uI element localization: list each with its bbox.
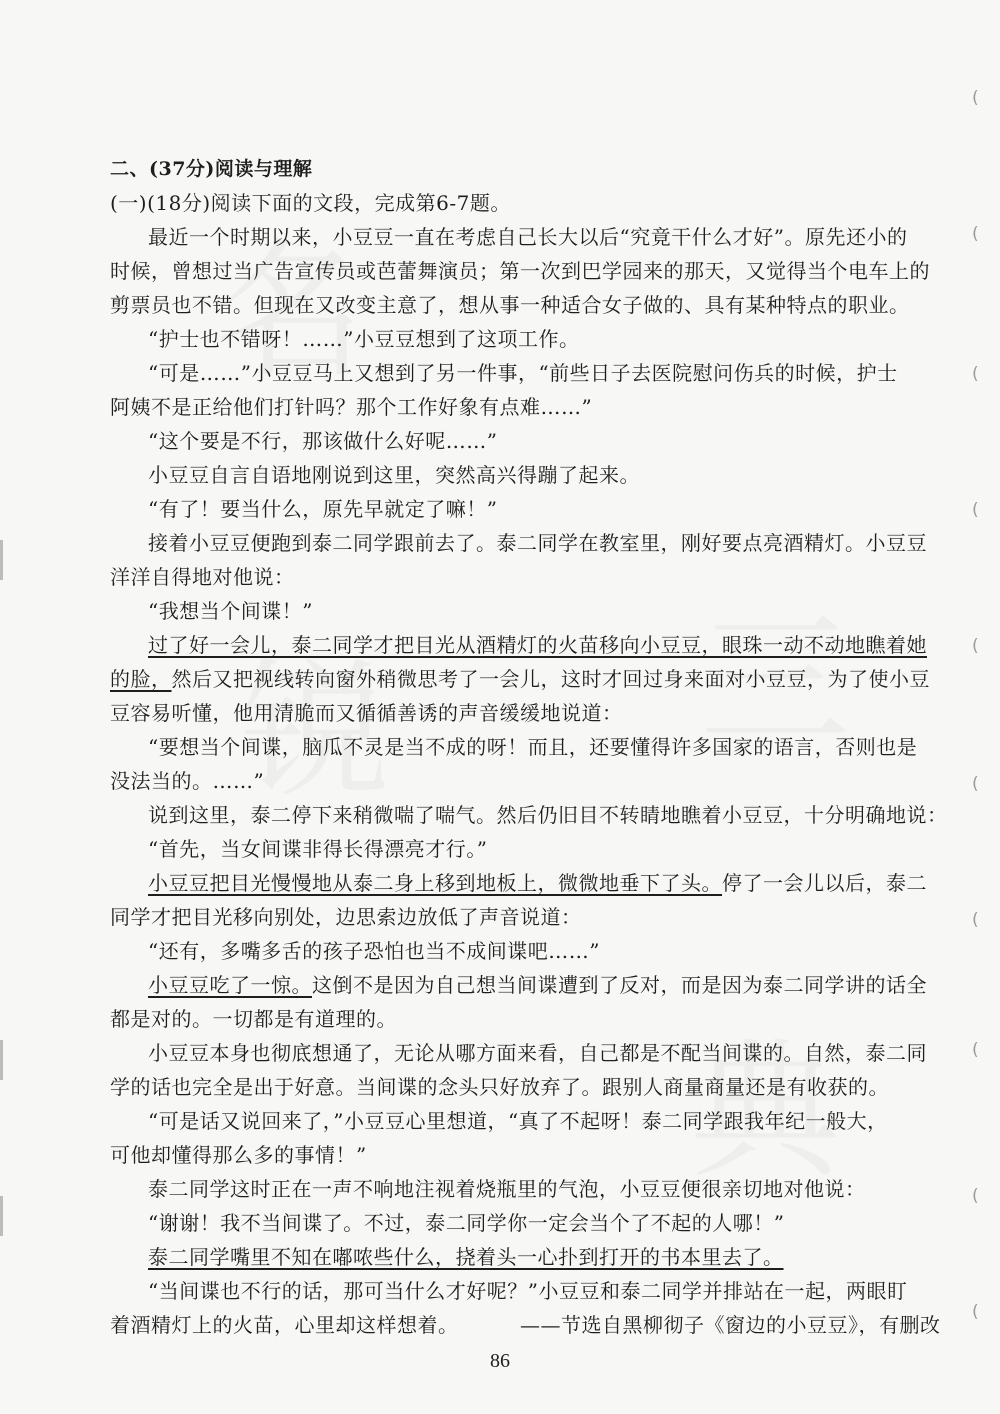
text-line: “谢谢！我不当间谍了。不过，泰二同学你一定会当个了不起的人哪！” (148, 1211, 785, 1235)
text-line: “要想当个间谍，脑瓜不灵是当不成的呀！而且，还要懂得许多国家的语言，否则也是 (148, 735, 918, 759)
underlined-segment: 小豆豆吃了一惊。 (148, 973, 312, 997)
text-line: “当间谍也不行的话，那可当什么才好呢？”小豆豆和泰二同学并排站在一起，两眼盯 (148, 1279, 908, 1303)
text-line: 剪票员也不错。但现在又改变主意了，想从事一种适合女子做的、具有某种特点的职业。 (110, 293, 910, 317)
binding-hole: ( (972, 1040, 979, 1060)
page-number: 86 (490, 1350, 510, 1372)
text-line: “可是话又说回来了，”小豆豆心里想道，“真了不起呀！泰二同学跟我年纪一般大， (148, 1109, 888, 1133)
scan-edge-mark (0, 540, 3, 580)
text-line-composite (110, 664, 930, 694)
binding-hole: ( (972, 88, 979, 108)
scan-edge-mark (0, 1196, 3, 1236)
text-line: 豆容易听懂，他用清脆而又循循善诱的声音缓缓地说道： (110, 701, 623, 725)
text-line: 小豆豆自言自语地刚说到这里，突然高兴得蹦了起来。 (148, 463, 640, 487)
binding-hole: ( (972, 910, 979, 930)
text-line: 接着小豆豆便跑到泰二同学跟前去了。泰二同学在教室里，刚好要点亮酒精灯。小豆豆 (148, 531, 927, 555)
binding-hole: ( (972, 1186, 979, 1206)
underlined-segment: 小豆豆把目光慢慢地从泰二身上移到地板上，微微地垂下了头。 (148, 871, 722, 895)
text-line: 可他却懂得那么多的事情！” (110, 1143, 367, 1167)
binding-hole: ( (972, 500, 979, 520)
binding-hole: ( (972, 224, 979, 244)
underlined-segment: 的脸， (110, 667, 172, 691)
text-segment: 然后又把视线转向窗外稍微思考了一会儿，这时才回过身来面对小豆豆，为了使小豆 (171, 667, 930, 691)
underlined-text-line: 过了好一会儿，泰二同学才把目光从酒精灯的火苗移向小豆豆，眼珠一动不动地瞧着她 (148, 633, 927, 657)
binding-hole: ( (972, 364, 979, 384)
text-line: “这个要是不行，那该做什么好呢……” (148, 429, 498, 453)
section-title: 二、(37分)阅读与理解 (110, 158, 313, 180)
source-citation: ——节选自黑柳彻子《窗边的小豆豆》，有删改 (520, 1313, 941, 1337)
text-line: 洋洋自得地对他说： (110, 565, 295, 589)
text-line: 阿姨不是正给他们打针吗？那个工作好象有点难……” (110, 395, 593, 419)
binding-hole: ( (972, 774, 979, 794)
text-segment: 这倒不是因为自己想当间谍遭到了反对，而是因为泰二同学讲的话全 (312, 973, 927, 997)
text-line: “首先，当女间谍非得长得漂亮才行。” (148, 837, 488, 861)
text-line-composite (148, 970, 927, 1000)
text-line: 说到这里，泰二停下来稍微喘了喘气。然后仍旧目不转睛地瞧着小豆豆，十分明确地说： (148, 803, 948, 827)
underlined-text-line: 泰二同学嘴里不知在嘟哝些什么，挠着头一心扑到打开的书本里去了。 (148, 1245, 784, 1269)
text-line: “我想当个间谍！” (148, 599, 313, 623)
text-line: 时候，曾想过当广告宣传员或芭蕾舞演员；第一次到巴学园来的那天，又觉得当个电车上的 (110, 259, 930, 283)
text-line: 着酒精灯上的火苗，心里却这样想着。 (110, 1313, 459, 1337)
text-line: 最近一个时期以来，小豆豆一直在考虑自己长大以后“究竟干什么才好”。原先还小的 (148, 225, 908, 249)
text-segment: 停了一会儿以后，泰二 (722, 871, 927, 895)
text-line: “护士也不错呀！……”小豆豆想到了这项工作。 (148, 327, 580, 351)
text-line: “有了！要当什么，原先早就定了嘛！” (148, 497, 498, 521)
text-line: 小豆豆本身也彻底想通了，无论从哪方面来看，自己都是不配当间谍的。自然，泰二同 (148, 1041, 927, 1065)
binding-hole: ( (972, 1302, 979, 1322)
text-line: “可是……”小豆豆马上又想到了另一件事，“前些日子去医院慰问伤兵的时候，护士 (148, 361, 898, 385)
text-line: 没法当的。……” (110, 769, 265, 793)
text-line-composite (148, 868, 927, 898)
text-line: 同学才把目光移向别处，边思索边放低了声音说道： (110, 905, 582, 929)
text-line: “还有，多嘴多舌的孩子恐怕也当不成间谍吧……” (148, 939, 600, 963)
text-line: 都是对的。一切都是有道理的。 (110, 1007, 397, 1031)
text-line: 学的话也完全是出于好意。当间谍的念头只好放弃了。跟别人商量商量还是有收获的。 (110, 1075, 889, 1099)
binding-hole: ( (972, 636, 979, 656)
scan-edge-mark (0, 1040, 3, 1080)
text-line: 泰二同学这时正在一声不响地注视着烧瓶里的气泡，小豆豆便很亲切地对他说： (148, 1177, 866, 1201)
subsection-title: (一)(18分)阅读下面的文段，完成第6-7题。 (110, 191, 511, 215)
